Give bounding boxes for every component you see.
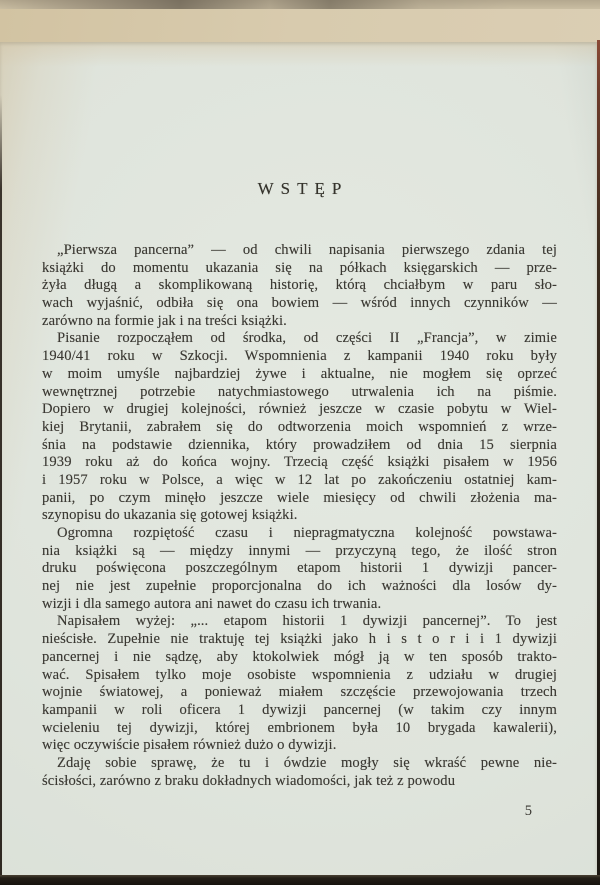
text-line: Zdaję sobie sprawę, że tu i ówdzie mogły się wkraść pewne nie- [57, 754, 557, 771]
book-cover-bottom [0, 875, 600, 885]
text-line: żyła długą a skomplikowaną historię, którą chciałbym w paru sło- [42, 277, 557, 294]
text-line: książki do momentu ukazania się na półkach księgarskich — prze- [42, 259, 557, 276]
book-gutter-edge [0, 95, 2, 877]
text-line: kiej Brytanii, zabrałem się do odtworzenia moich wspomnień z wrze- [42, 418, 557, 435]
text-line: 1940/41 roku w Szkocji. Wspomnienia z kampanii 1940 roku były [42, 348, 557, 365]
text-line: wcieleniu tej dywizji, której embrionem była 10 brygada kawalerii), [42, 719, 557, 736]
text-line: Pisanie rozpocząłem od środka, od części II „Francja”, w zimie [57, 330, 557, 347]
text-line: Ogromna rozpiętość czasu i niepragmatyczna kolejność powstawa- [57, 525, 557, 541]
text-line: i 1957 roku w Polsce, a więc w 12 lat po zakończeniu ostatniej kam- [42, 471, 557, 488]
text-line: w moim umyśle najbardziej żywe i aktualne, nie mogłem się oprzeć [42, 365, 557, 382]
book-top-page-edges [0, 0, 600, 9]
book-page [0, 42, 597, 876]
text-line: nia książki są — między innymi — przyczyną tego, że ilość stron [42, 542, 557, 559]
text-line: więc oczywiście pisałem również dużo o dywizji. [42, 737, 337, 754]
page-number: 5 [524, 803, 532, 820]
chapter-title: WSTĘP [257, 179, 349, 198]
text-line: zarówno na formie jak i na treści książki. [42, 312, 287, 329]
text-line: śnia na podstawie dziennika, który prowadziłem od dnia 15 sierpnia [42, 436, 557, 453]
text-line: ścisłości, zarówno z braku dokładnych wiadomości, jak też z powodu [42, 772, 456, 789]
text-line: pancernej i nie sądzę, aby ktokolwiek mógł ją w ten sposób trakto- [42, 648, 557, 665]
body-text [42, 242, 557, 790]
text-line: „Pierwsza pancerna” — od chwili napisania pierwszego zdania tej [57, 242, 557, 258]
text-line: wewnętrznej potrzebie natychmiastowego utrwalenia ich na piśmie. [42, 383, 557, 400]
text-line: nej nie jest zupełnie proporcjonalna do ich ważności dla losów dy- [42, 578, 557, 595]
text-line: 1939 roku aż do końca wojny. Trzecią część książki pisałem w 1956 [42, 454, 557, 471]
text-line: wach wyjaśnić, odbiła się ona bowiem — wśród innych czynników — [42, 295, 557, 312]
text-line: kampanii w roli oficera 1 dywizji pancernej (w takim czy innym [42, 701, 557, 718]
text-line: wizji i dla samego autora ani nawet do czasu ich trwania. [42, 595, 382, 612]
text-line: Napisałem wyżej: „... etapom historii 1 dywizji pancernej”. To jest [57, 613, 557, 630]
printed-area [42, 42, 557, 820]
text-line: wać. Spisałem tylko moje osobiste wspomnienia z udziału w drugiej [42, 666, 557, 683]
text-line: druku poświęcona poszczególnym etapom historii 1 dywizji pancer- [42, 560, 557, 577]
text-line: nieścisłe. Zupełnie nie traktuję tej książki jako h i s t o r i i 1 dywizji [42, 631, 557, 648]
text-line: wojnie światowej, a ponieważ miałem szczęście przewojowania trzech [42, 684, 557, 701]
text-line: panii, po czym minęło jeszcze wiele miesięcy od chwili złożenia ma- [42, 489, 557, 506]
text-line: Dopiero w drugiej kolejności, również jeszcze w czasie pobytu w Wiel- [42, 401, 557, 418]
text-line: szynopisu do ukazania się gotowej książki. [42, 507, 298, 524]
